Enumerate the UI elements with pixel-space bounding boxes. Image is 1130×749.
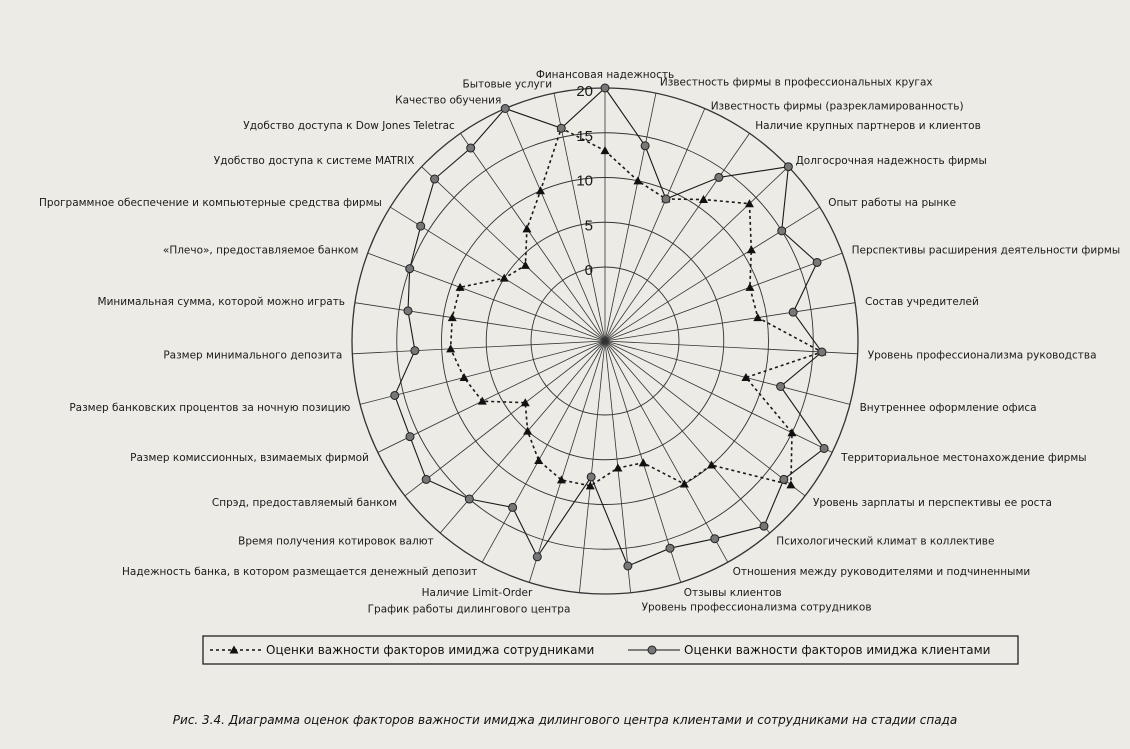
category-label: «Плечо», предоставляемое банком [162,244,359,257]
radial-spoke [605,109,705,341]
series-1-point [747,245,756,253]
tick-label: 5 [584,217,593,235]
category-label: Размер минимального депозита [163,349,343,362]
series-2-point [715,173,723,181]
legend-label-series-1: Оценки важности факторов имиджа сотрудниками [266,643,595,657]
series-1-point [500,274,509,282]
series-2-point [557,124,565,132]
series-2-point [406,433,414,441]
series-2-point [784,163,792,171]
category-label: Уровень профессионализма сотрудников [641,601,872,614]
series-2-point [711,535,719,543]
category-label: Состав учредителей [865,296,979,309]
radial-spoke [355,303,605,341]
series-2-point [818,348,826,356]
tick-label: 10 [576,172,593,190]
category-label: Наличие крупных партнеров и клиентов [755,120,981,133]
category-label: Опыт работы на рынке [828,196,957,209]
radial-spoke [605,253,842,341]
series-2-point [406,265,414,273]
series-2-point [777,382,785,390]
series-2-point [501,105,509,113]
legend [203,636,1018,664]
category-label: Перспективы расширения деятельности фирмы [851,244,1121,257]
series-2-point [509,503,517,511]
legend-label-series-2: Оценки важности факторов имиджа клиентами [684,643,991,657]
category-label: Отношения между руководителями и подчиненными [732,566,1031,578]
series-2-point [624,562,632,570]
series-2-point [789,308,797,316]
category-label: Отзывы клиентов [683,586,782,599]
series-2-point [760,522,768,530]
series-1-point [613,464,622,472]
series-layer [391,84,828,570]
tick-label: 20 [576,83,593,100]
category-label: Программное обеспечение и компьютерные средства фирмы [39,196,382,209]
radial-spoke [605,303,855,341]
series-2-point [465,495,473,503]
figure-caption: Рис. 3.4. Диаграмма оценок факторов важности имиджа дилингового центра клиентами и сотрудниками на стадии спада [172,713,958,727]
series-2-point [422,475,430,483]
radar-grid [352,88,858,594]
series-1-point [522,224,531,232]
category-label: Внутреннее оформление офиса [859,401,1037,414]
category-label: Размер банковских процентов за ночную позицию [69,401,351,414]
category-label: Финансовая надежность [535,69,675,81]
category-label: Минимальная сумма, которой можно играть [97,296,345,309]
category-label: Уровень профессионализма руководства [867,349,1097,362]
series-2-point [533,553,541,561]
series-1-point [699,195,708,203]
radial-spoke [605,341,728,562]
radial-spoke [605,341,770,533]
series-2-point [601,84,609,92]
series-2-point [820,444,828,452]
series-1-point [745,283,754,291]
category-label: Спрэд, предоставляемый банком [211,497,397,509]
category-label: График работы дилингового центра [367,603,571,616]
radial-spoke [405,341,605,496]
series-1-point [680,479,689,487]
series-2-point [666,544,674,552]
category-label: Уровень зарплаты и перспективы ее роста [813,497,1052,509]
category-label: Надежность банка, в котором размещается денежный депозит [122,566,478,578]
category-label: Удобство доступа к системе MATRIX [213,154,415,167]
radial-spoke [605,341,832,452]
series-1-point [534,456,543,464]
category-label: Известность фирмы в профессиональных кругах [659,76,933,89]
radial-spoke [352,341,605,354]
tick-label: 0 [584,262,593,279]
radial-spoke [605,341,805,496]
category-label: Удобство доступа к Dow Jones Teletrac [243,120,455,133]
series-2-point [411,347,419,355]
series-2-point [641,142,649,150]
series-2-point [587,473,595,481]
radial-spoke [422,167,605,341]
series-1-point [639,458,648,466]
series-2-point [813,258,821,266]
series-2-point [417,222,425,230]
category-label: Наличие Limit-Order [421,586,533,599]
radial-spoke [482,341,605,562]
series-2-point [780,475,788,483]
category-label: Время получения котировок валют [238,535,434,548]
category-label: Качество обучения [395,94,502,107]
series-2-point [404,307,412,315]
series-line-2 [395,88,824,566]
series-1-point [557,475,566,483]
tick-label: 15 [576,127,593,145]
series-2-point [391,391,399,399]
category-label: Долгосрочная надежность фирмы [795,154,987,167]
legend-marker-series-2 [648,646,656,654]
category-label: Известность фирмы (разрекламированность) [710,100,964,113]
category-label: Психологический климат в коллективе [776,535,995,548]
category-label: Территориальное местонахождение фирмы [841,451,1087,464]
category-label: Бытовые услуги [462,78,553,91]
series-1-point [536,186,545,194]
series-2-point [467,144,475,152]
series-1-point [787,428,796,436]
series-1-point [601,146,610,154]
radial-spoke [440,341,605,533]
radial-spoke [579,341,605,593]
series-2-point [662,195,670,203]
series-2-point [778,227,786,235]
radial-spoke [605,167,788,341]
category-label: Размер комиссионных, взимаемых фирмой [130,451,369,464]
radial-spoke [368,253,605,341]
series-2-point [431,175,439,183]
